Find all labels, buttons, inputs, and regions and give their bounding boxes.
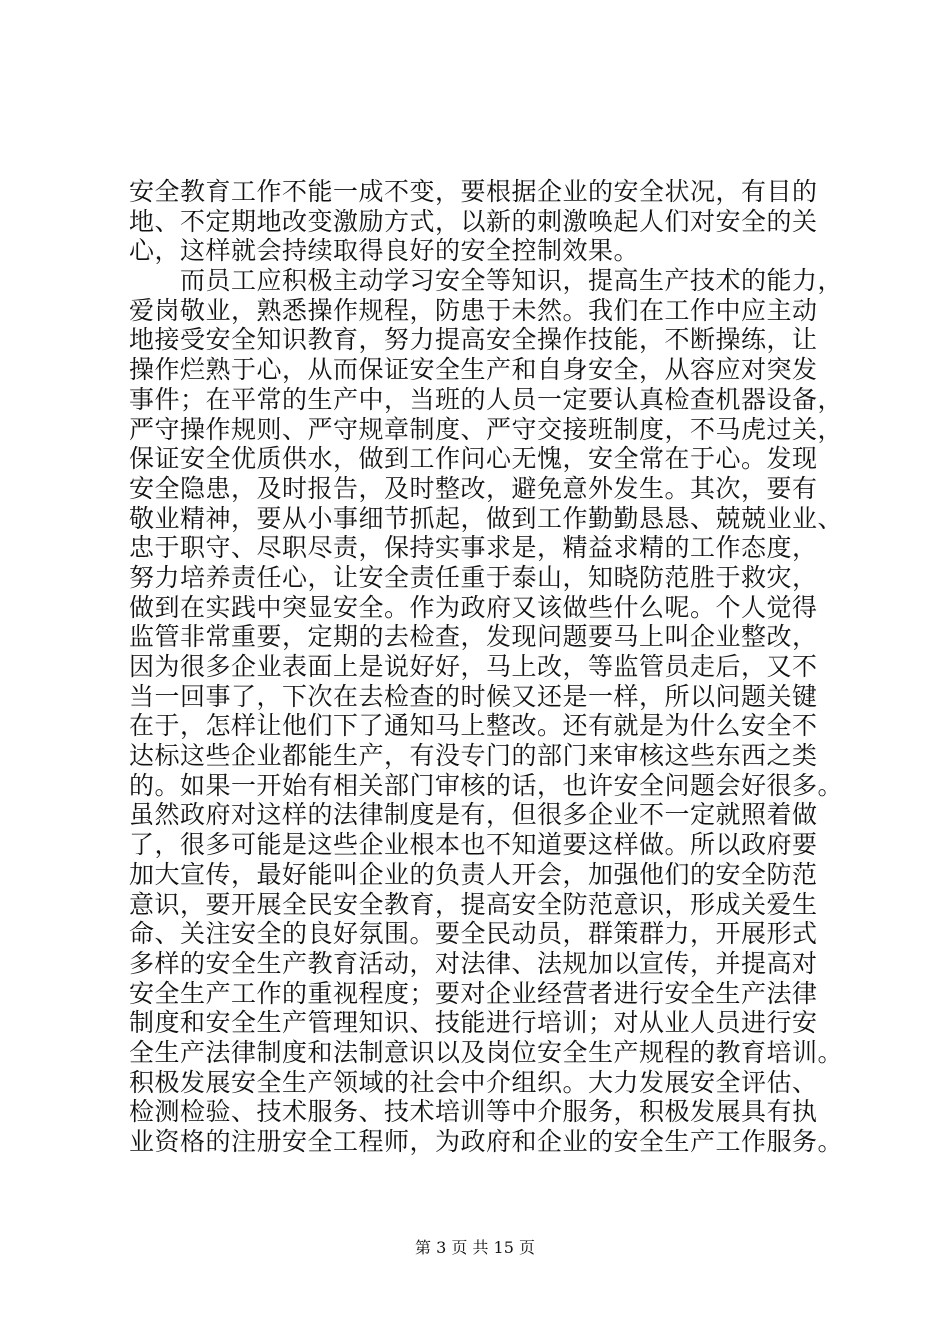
text-line: 做到在实践中突显安全。作为政府又该做些什么呢。个人觉得 bbox=[129, 592, 818, 622]
text-line: 操作烂熟于心，从而保证安全生产和自身安全，从容应对突发 bbox=[129, 355, 818, 385]
text-line: 在于，怎样让他们下了通知马上整改。还有就是为什么安全不 bbox=[129, 711, 818, 741]
text-line: 安全生产工作的重视程度；要对企业经营者进行安全生产法律 bbox=[129, 978, 818, 1008]
text-line: 地、不定期地改变激励方式，以新的刺激唤起人们对安全的关 bbox=[129, 206, 818, 236]
text-line: 事件；在平常的生产中，当班的人员一定要认真检查机器设备， bbox=[129, 384, 844, 414]
text-line: 虽然政府对这样的法律制度是有，但很多企业不一定就照着做 bbox=[129, 800, 818, 830]
text-line: 严守操作规则、严守规章制度、严守交接班制度，不马虎过关， bbox=[129, 414, 844, 444]
text-line: 业资格的注册安全工程师，为政府和企业的安全生产工作服务。 bbox=[129, 1127, 844, 1156]
text-line: 多样的安全生产教育活动，对法律、法规加以宣传，并提高对 bbox=[129, 948, 818, 978]
text-line: 努力培养责任心，让安全责任重于泰山，知晓防范胜于救灾， bbox=[129, 562, 818, 592]
text-line: 而员工应积极主动学习安全等知识，提高生产技术的能力， bbox=[129, 266, 844, 296]
text-line: 制度和安全生产管理知识、技能进行培训；对从业人员进行安 bbox=[129, 1008, 818, 1038]
text-line: 意识，要开展全民安全教育，提高安全防范意识，形成关爱生 bbox=[129, 889, 818, 919]
text-line: 当一回事了，下次在去检查的时候又还是一样，所以问题关键 bbox=[129, 681, 818, 711]
text-line: 地接受安全知识教育，努力提高安全操作技能，不断操练，让 bbox=[129, 325, 818, 355]
text-line: 安全隐患，及时报告，及时整改，避免意外发生。其次，要有 bbox=[129, 473, 818, 503]
body-text bbox=[129, 177, 851, 1157]
text-line: 安全教育工作不能一成不变，要根据企业的安全状况，有目的 bbox=[129, 177, 818, 206]
text-line: 全生产法律制度和法制意识以及岗位安全生产规程的教育培训。 bbox=[129, 1037, 844, 1067]
text-line: 了，很多可能是这些企业根本也不知道要这样做。所以政府要 bbox=[129, 830, 818, 860]
text-line: 的。如果一开始有相关部门审核的话，也许安全问题会好很多。 bbox=[129, 770, 844, 800]
text-line: 监管非常重要，定期的去检查，发现问题要马上叫企业整改， bbox=[129, 622, 818, 652]
text-line: 达标这些企业都能生产，有没专门的部门来审核这些东西之类 bbox=[129, 741, 818, 771]
text-line: 命、关注安全的良好氛围。要全民动员，群策群力，开展形式 bbox=[129, 919, 818, 949]
text-line: 检测检验、技术服务、技术培训等中介服务，积极发展具有执 bbox=[129, 1097, 818, 1127]
text-line: 忠于职守、尽职尽责，保持实事求是，精益求精的工作态度， bbox=[129, 533, 818, 563]
text-line: 加大宣传，最好能叫企业的负责人开会，加强他们的安全防范 bbox=[129, 859, 818, 889]
text-line: 因为很多企业表面上是说好好，马上改，等监管员走后，又不 bbox=[129, 652, 818, 681]
text-line: 爱岗敬业，熟悉操作规程，防患于未然。我们在工作中应主动 bbox=[129, 295, 818, 325]
text-line: 敬业精神，要从小事细节抓起，做到工作勤勤恳恳、兢兢业业、 bbox=[129, 503, 844, 533]
text-line: 保证安全优质供水，做到工作问心无愧，安全常在于心。发现 bbox=[129, 444, 818, 474]
text-line: 心，这样就会持续取得良好的安全控制效果。 bbox=[129, 236, 640, 266]
page-number-footer: 第 3 页 共 15 页 bbox=[415, 1238, 535, 1257]
text-line: 积极发展安全生产领域的社会中介组织。大力发展安全评估、 bbox=[129, 1067, 818, 1097]
